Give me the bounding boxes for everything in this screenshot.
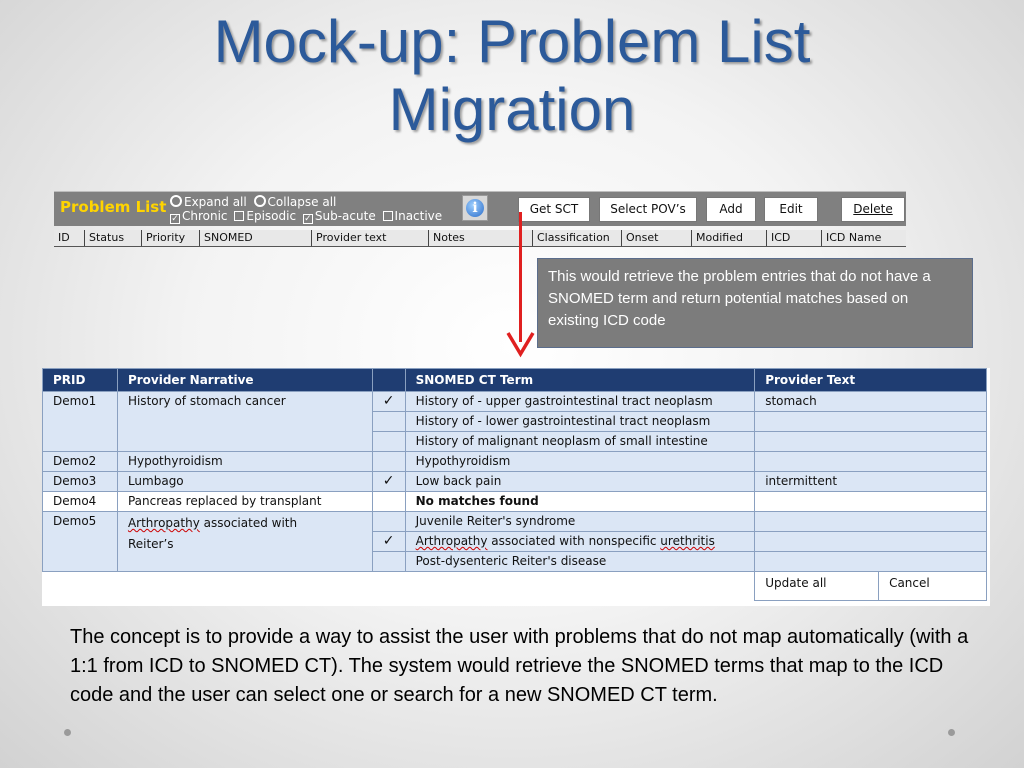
select-checkbox[interactable] <box>372 412 405 432</box>
body-paragraph: The concept is to provide a way to assist the user with problems that do not map automatically (with a 1:1 from ICD to SNOMED CT). The system would retrieve the SNOMED terms that map to the ICD code and the user can select one or search for a new SNOMED CT term. <box>70 626 969 706</box>
provider-text-cell[interactable]: stomach <box>755 392 987 412</box>
chronic-label: Chronic <box>182 209 228 223</box>
col-status[interactable]: Status <box>84 230 141 246</box>
table-footer-row <box>43 572 987 601</box>
no-matches-cell: No matches found <box>405 492 755 512</box>
header-provider-text: Provider Text <box>755 369 987 392</box>
callout-box: This would retrieve the problem entries that do not have a SNOMED term and return potential matches based on existing ICD code <box>537 258 973 348</box>
select-checkbox[interactable] <box>372 512 405 532</box>
narrative-cell: Lumbago <box>117 472 372 492</box>
narrative-text-line2: Reiter’s <box>127 537 174 551</box>
expand-all-radio[interactable] <box>170 195 182 207</box>
problem-list-title: Problem List <box>60 198 167 216</box>
delete-button[interactable]: Delete <box>841 197 905 222</box>
snomed-term-cell[interactable]: History of - upper gastrointestinal tract neoplasm <box>405 392 755 412</box>
term-text: associated with nonspecific <box>487 534 661 548</box>
provider-text-cell[interactable] <box>755 492 987 512</box>
narrative-cell: Hypothyroidism <box>117 452 372 472</box>
footer-spacer <box>43 572 755 601</box>
edit-button[interactable]: Edit <box>764 197 818 222</box>
expand-all-label: Expand all <box>184 195 247 209</box>
slide-bullet-right <box>948 729 955 736</box>
narrative-cell <box>117 512 372 572</box>
select-checkbox[interactable] <box>372 472 405 492</box>
header-provider-narrative: Provider Narrative <box>117 369 372 392</box>
inactive-checkbox[interactable] <box>383 211 393 221</box>
col-id[interactable]: ID <box>58 231 70 244</box>
info-icon: i <box>466 199 484 217</box>
provider-text-cell[interactable] <box>755 532 987 552</box>
col-notes[interactable]: Notes <box>428 230 532 246</box>
prid-cell: Demo2 <box>43 452 118 472</box>
get-sct-button[interactable]: Get SCT <box>518 197 590 222</box>
header-snomed-term: SNOMED CT Term <box>405 369 755 392</box>
checkmark-icon: ✓ <box>382 393 395 409</box>
prid-cell: Demo1 <box>43 392 118 452</box>
table-header-row <box>43 369 987 392</box>
snomed-term-cell[interactable]: History of malignant neoplasm of small intestine <box>405 432 755 452</box>
collapse-all-radio[interactable] <box>254 195 266 207</box>
provider-text-cell[interactable] <box>755 432 987 452</box>
slide-title-line1: Mock-up: Problem List <box>213 8 811 75</box>
snomed-term-cell[interactable]: History of - lower gastrointestinal tract neoplasm <box>405 412 755 432</box>
snomed-term-cell[interactable]: Hypothyroidism <box>405 452 755 472</box>
info-button[interactable] <box>462 195 488 221</box>
col-modified[interactable]: Modified <box>691 230 766 246</box>
cancel-button[interactable]: Cancel <box>879 572 987 601</box>
col-icd-name[interactable]: ICD Name <box>821 230 906 246</box>
col-classification[interactable]: Classification <box>532 230 621 246</box>
table-row <box>43 512 987 532</box>
red-arrow-shaft <box>519 212 522 342</box>
narrative-word: Arthropathy <box>127 516 200 530</box>
table-row <box>43 392 987 412</box>
provider-text-cell[interactable] <box>755 552 987 572</box>
slide-title <box>0 8 1024 144</box>
snomed-match-panel <box>42 368 990 606</box>
prid-cell: Demo5 <box>43 512 118 572</box>
provider-text-cell[interactable] <box>755 512 987 532</box>
red-arrow-icon <box>505 330 536 358</box>
term-word: Arthropathy <box>415 534 488 548</box>
episodic-label: Episodic <box>246 209 297 223</box>
problem-list-column-headers <box>54 230 906 247</box>
term-word: urethritis <box>660 534 715 548</box>
snomed-match-table <box>42 368 987 601</box>
select-checkbox[interactable] <box>372 552 405 572</box>
snomed-term-cell[interactable] <box>405 532 755 552</box>
snomed-term-cell[interactable]: Juvenile Reiter's syndrome <box>405 512 755 532</box>
problem-list-toolbar <box>54 191 906 226</box>
subacute-checkbox[interactable]: ✓ <box>304 214 312 224</box>
col-priority[interactable]: Priority <box>141 230 199 246</box>
provider-text-cell[interactable]: intermittent <box>755 472 987 492</box>
checkmark-icon: ✓ <box>382 473 395 489</box>
update-all-button[interactable]: Update all <box>755 572 879 601</box>
table-row <box>43 472 987 492</box>
checkmark-icon: ✓ <box>382 533 395 549</box>
narrative-cell: Pancreas replaced by transplant <box>117 492 372 512</box>
col-provider-text[interactable]: Provider text <box>311 230 428 246</box>
prid-cell: Demo3 <box>43 472 118 492</box>
slide-bullet-left <box>64 729 71 736</box>
snomed-term-cell[interactable]: Post-dysenteric Reiter's disease <box>405 552 755 572</box>
header-check <box>372 369 405 392</box>
filter-options <box>170 195 442 224</box>
snomed-term-cell[interactable]: Low back pain <box>405 472 755 492</box>
narrative-text: associated with <box>199 516 298 530</box>
select-checkbox[interactable] <box>372 532 405 552</box>
episodic-checkbox[interactable] <box>234 211 244 221</box>
subacute-label: Sub-acute <box>314 209 376 223</box>
add-button[interactable]: Add <box>706 197 756 222</box>
select-checkbox[interactable] <box>372 492 405 512</box>
select-checkbox[interactable] <box>372 452 405 472</box>
table-row <box>43 452 987 472</box>
chronic-checkbox[interactable]: ✓ <box>171 214 179 224</box>
inactive-label: Inactive <box>394 209 443 223</box>
table-row <box>43 492 987 512</box>
col-snomed[interactable]: SNOMED <box>199 230 311 246</box>
select-povs-button[interactable]: Select POV’s <box>599 197 697 222</box>
provider-text-cell[interactable] <box>755 452 987 472</box>
provider-text-cell[interactable] <box>755 412 987 432</box>
prid-cell: Demo4 <box>43 492 118 512</box>
col-onset[interactable]: Onset <box>621 230 691 246</box>
collapse-all-label: Collapse all <box>267 195 337 209</box>
col-icd[interactable]: ICD <box>766 230 821 246</box>
narrative-cell: History of stomach cancer <box>117 392 372 452</box>
select-checkbox[interactable] <box>372 392 405 412</box>
slide-title-line2: Migration <box>388 76 636 143</box>
select-checkbox[interactable] <box>372 432 405 452</box>
header-prid: PRID <box>43 369 118 392</box>
